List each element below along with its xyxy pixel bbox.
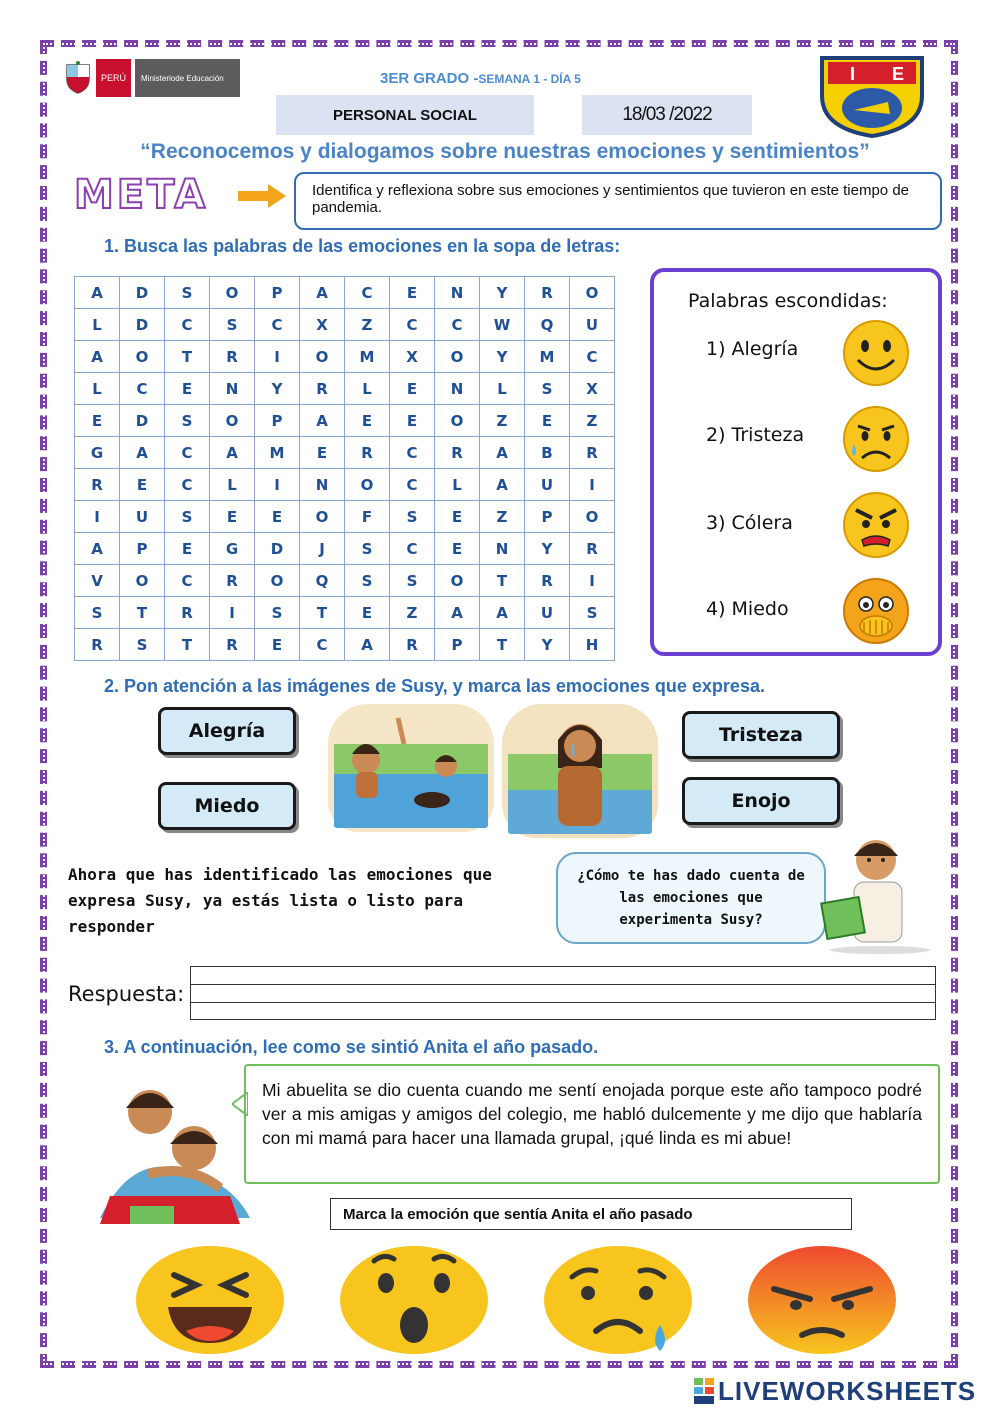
word-search-cell[interactable]: R [525, 277, 570, 309]
word-search-cell[interactable]: C [345, 277, 390, 309]
word-search-cell[interactable]: E [390, 373, 435, 405]
word-search-cell[interactable]: C [390, 533, 435, 565]
word-search-cell[interactable]: I [570, 565, 615, 597]
word-search-cell[interactable]: R [75, 629, 120, 661]
word-search-cell[interactable]: D [255, 533, 300, 565]
word-search-cell[interactable]: A [345, 629, 390, 661]
word-search-cell[interactable]: M [525, 341, 570, 373]
grade-label [380, 70, 581, 87]
word-search-cell[interactable]: O [435, 405, 480, 437]
word-search-row [75, 277, 615, 309]
word-search-cell[interactable]: R [390, 629, 435, 661]
word-search-cell[interactable]: U [570, 309, 615, 341]
word-search-cell[interactable]: E [165, 373, 210, 405]
subject-box: PERSONAL SOCIAL [276, 95, 534, 135]
word-search-cell[interactable]: E [165, 533, 210, 565]
word-search-cell[interactable]: U [120, 501, 165, 533]
word-search-cell[interactable]: I [570, 469, 615, 501]
word-search-cell[interactable]: A [210, 437, 255, 469]
word-search-cell[interactable]: A [480, 437, 525, 469]
word-search-cell[interactable]: C [435, 309, 480, 341]
word-search-cell[interactable]: O [120, 565, 165, 597]
date-box: 18/03 /2022 [582, 95, 752, 135]
badge-letter-i: I [850, 64, 856, 84]
word-search-cell[interactable]: E [525, 405, 570, 437]
word-search-cell[interactable]: S [75, 597, 120, 629]
word-search-cell[interactable]: O [435, 565, 480, 597]
word-search-cell[interactable]: C [165, 437, 210, 469]
word-search-cell[interactable]: R [525, 565, 570, 597]
coat-of-arms-icon [64, 61, 92, 95]
hidden-words-panel [650, 268, 942, 656]
word-search-cell[interactable]: N [435, 373, 480, 405]
footer-brand: LIVEWORKSHEETS [718, 1376, 977, 1406]
word-search-cell[interactable]: D [120, 277, 165, 309]
susy-swimming-illustration [328, 704, 494, 832]
word-search-cell[interactable]: E [255, 501, 300, 533]
word-search-cell[interactable]: S [165, 501, 210, 533]
ministry-name-line1: Ministerio [141, 73, 176, 83]
word-search-cell[interactable]: R [570, 533, 615, 565]
word-search-cell[interactable]: V [75, 565, 120, 597]
word-search-cell[interactable]: C [255, 309, 300, 341]
section1-title: 1. Busca las palabras de las emociones en la sopa de letras: [104, 236, 621, 256]
word-search-cell[interactable]: I [210, 597, 255, 629]
word-search-cell[interactable]: Z [480, 501, 525, 533]
word-search-cell[interactable]: E [345, 405, 390, 437]
word-search-cell[interactable]: X [300, 309, 345, 341]
word-search-cell[interactable]: Z [345, 309, 390, 341]
word-search-cell[interactable]: C [165, 565, 210, 597]
word-search-row [75, 469, 615, 501]
word-search-cell[interactable]: Z [480, 405, 525, 437]
word-search-cell[interactable]: O [300, 341, 345, 373]
word-search-cell[interactable]: S [345, 533, 390, 565]
page-title: “Reconocemos y dialogamos sobre nuestras emociones y sentimientos” [140, 140, 870, 163]
word-search-cell[interactable]: O [570, 277, 615, 309]
word-search-cell[interactable]: T [165, 629, 210, 661]
boy-reading-illustration [810, 830, 942, 954]
word-search-cell[interactable]: P [120, 533, 165, 565]
word-search-cell[interactable]: G [75, 437, 120, 469]
word-search-cell[interactable]: T [480, 565, 525, 597]
word-search-row [75, 501, 615, 533]
word-search-cell[interactable]: S [165, 277, 210, 309]
hidden-word-4: 4) Miedo [706, 598, 789, 620]
word-search-cell[interactable]: X [390, 341, 435, 373]
word-search-cell[interactable]: U [525, 597, 570, 629]
word-search-cell[interactable]: Y [480, 277, 525, 309]
word-search-cell[interactable]: R [75, 469, 120, 501]
word-search-cell[interactable]: D [120, 309, 165, 341]
word-search-cell[interactable]: L [75, 373, 120, 405]
meta-text: Identifica y reflexiona sobre sus emociones y sentimientos que tuvieron en este tiempo de pandemia. [294, 172, 942, 230]
word-search-cell[interactable]: P [435, 629, 480, 661]
word-search-cell[interactable]: Z [570, 405, 615, 437]
hidden-word-1: 1) Alegría [706, 338, 799, 360]
word-search-cell[interactable]: Y [255, 373, 300, 405]
word-search-cell[interactable]: J [300, 533, 345, 565]
word-search-cell[interactable]: O [120, 341, 165, 373]
word-search-cell[interactable]: R [210, 341, 255, 373]
word-search-cell[interactable]: S [345, 565, 390, 597]
ministry-logo [64, 58, 240, 98]
word-search-cell[interactable]: X [570, 373, 615, 405]
word-search-cell[interactable]: R [210, 565, 255, 597]
word-search-cell[interactable]: A [75, 277, 120, 309]
word-search-cell[interactable]: S [120, 629, 165, 661]
word-search-row [75, 373, 615, 405]
word-search-cell[interactable]: N [435, 277, 480, 309]
word-search-cell[interactable]: H [570, 629, 615, 661]
word-search-cell[interactable]: L [480, 373, 525, 405]
word-search-cell[interactable]: E [390, 277, 435, 309]
ministry-name [135, 59, 240, 97]
word-search-cell[interactable]: N [300, 469, 345, 501]
answer-line [191, 985, 935, 1003]
word-search-cell[interactable]: E [120, 469, 165, 501]
word-search-cell[interactable]: I [75, 501, 120, 533]
word-search-cell[interactable]: O [570, 501, 615, 533]
word-search-row [75, 597, 615, 629]
word-search-cell[interactable]: D [120, 405, 165, 437]
word-search-cell[interactable]: Q [300, 565, 345, 597]
word-search-cell[interactable]: Y [525, 629, 570, 661]
story-text: Mi abuelita se dio cuenta cuando me sentí enojada porque este año tampoco podré ver a mis amigas y amigos del colegio, me habló dulcemente y me dijo que hablaría con mi mamá para hacer una llamada grupal, ¡qué linda es mi abue! [244, 1064, 940, 1184]
word-search-row [75, 437, 615, 469]
section2-title: 2. Pon atención a las imágenes de Susy, y marca las emociones que expresa. [104, 676, 765, 696]
word-search-cell[interactable]: O [300, 501, 345, 533]
word-search-cell[interactable]: B [525, 437, 570, 469]
word-search-cell[interactable]: A [300, 405, 345, 437]
ministry-brand: PERÚ [96, 59, 131, 97]
word-search-cell[interactable]: A [75, 533, 120, 565]
word-search-cell[interactable]: T [120, 597, 165, 629]
option-alegria-button[interactable]: Alegría [158, 707, 296, 755]
word-search-cell[interactable]: P [255, 405, 300, 437]
word-search-cell[interactable]: R [300, 373, 345, 405]
word-search-cell[interactable]: Y [525, 533, 570, 565]
grade-week: SEMANA 1 - DÍA 5 [478, 72, 581, 86]
arrow-right-icon [236, 182, 288, 210]
word-search-cell[interactable]: E [435, 501, 480, 533]
word-search-cell[interactable]: Q [525, 309, 570, 341]
word-search-cell[interactable]: M [255, 437, 300, 469]
word-search-cell[interactable]: A [75, 341, 120, 373]
laughing-face-icon[interactable] [134, 1245, 286, 1355]
word-search-cell[interactable]: S [390, 501, 435, 533]
happy-face-icon [838, 318, 914, 388]
word-search-cell[interactable]: A [120, 437, 165, 469]
word-search-row [75, 309, 615, 341]
word-search-cell[interactable]: C [300, 629, 345, 661]
question-bubble: ¿Cómo te has dado cuenta de las emociones que experimenta Susy? [556, 852, 826, 944]
word-search-cell[interactable]: N [210, 373, 255, 405]
instruction-box: Marca la emoción que sentía Anita el año pasado [330, 1198, 852, 1230]
crying-face-icon[interactable] [542, 1245, 694, 1355]
word-search-cell[interactable]: Z [390, 597, 435, 629]
word-search-cell[interactable]: N [480, 533, 525, 565]
word-search-cell[interactable]: L [435, 469, 480, 501]
word-search-cell[interactable]: I [255, 341, 300, 373]
word-search-cell[interactable]: S [390, 565, 435, 597]
word-search-cell[interactable]: R [165, 597, 210, 629]
scared-face-icon [838, 576, 914, 646]
word-search-cell[interactable]: O [435, 341, 480, 373]
word-search-cell[interactable]: S [255, 597, 300, 629]
word-search-cell[interactable]: R [435, 437, 480, 469]
word-search-cell[interactable]: R [345, 437, 390, 469]
word-search-cell[interactable]: A [300, 277, 345, 309]
word-search-cell[interactable]: C [165, 309, 210, 341]
word-search-cell[interactable]: F [345, 501, 390, 533]
liveworksheets-icon [694, 1378, 714, 1404]
hidden-word-2: 2) Tristeza [706, 424, 805, 446]
word-search-cell[interactable]: A [435, 597, 480, 629]
word-search-cell[interactable]: R [570, 437, 615, 469]
hidden-words-title: Palabras escondidas: [688, 290, 888, 312]
word-search-row [75, 629, 615, 661]
word-search-cell[interactable]: A [480, 597, 525, 629]
word-search-cell[interactable]: E [255, 629, 300, 661]
school-badge [814, 54, 930, 138]
option-enojo-button[interactable]: Enojo [682, 777, 840, 825]
word-search-cell[interactable]: S [525, 373, 570, 405]
word-search-cell[interactable]: O [210, 405, 255, 437]
word-search-cell[interactable]: S [570, 597, 615, 629]
word-search-cell[interactable]: M [345, 341, 390, 373]
word-search-cell[interactable]: O [210, 277, 255, 309]
word-search-cell[interactable]: E [300, 437, 345, 469]
ministry-name-line2: de Educación [175, 73, 224, 83]
prompt-text: Ahora que has identificado las emociones que expresa Susy, ya estás lista o listo para responder [68, 865, 492, 936]
word-search-cell[interactable]: T [300, 597, 345, 629]
word-search-cell[interactable]: E [345, 597, 390, 629]
word-search-cell[interactable]: L [345, 373, 390, 405]
word-search-row [75, 341, 615, 373]
word-search-cell[interactable]: T [165, 341, 210, 373]
word-search-row [75, 565, 615, 597]
word-search-cell[interactable]: C [390, 469, 435, 501]
hidden-word-3: 3) Cólera [706, 512, 793, 534]
word-search-cell[interactable]: C [165, 469, 210, 501]
word-search-cell[interactable]: Y [480, 341, 525, 373]
grade-main: 3ER GRADO - [380, 70, 479, 87]
badge-letter-e: E [892, 64, 905, 84]
susy-crying-illustration [502, 704, 658, 838]
liveworksheets-logo [694, 1376, 976, 1407]
word-search-row [75, 405, 615, 437]
word-search-cell[interactable]: P [525, 501, 570, 533]
word-search-cell[interactable]: O [255, 565, 300, 597]
word-search-cell[interactable]: C [390, 437, 435, 469]
word-search-cell[interactable]: O [345, 469, 390, 501]
word-search-cell[interactable]: W [480, 309, 525, 341]
word-search-cell[interactable]: T [480, 629, 525, 661]
word-search-cell[interactable]: C [570, 341, 615, 373]
word-search-row [75, 533, 615, 565]
word-search-grid[interactable] [74, 276, 615, 661]
word-search-cell[interactable]: U [525, 469, 570, 501]
word-search-cell[interactable]: S [210, 309, 255, 341]
answer-input[interactable] [190, 966, 936, 1020]
answer-line [191, 967, 935, 985]
section3-title: 3. A continuación, lee como se sintió Anita el año pasado. [104, 1037, 599, 1057]
surprised-face-icon[interactable] [338, 1245, 490, 1355]
word-search-cell[interactable]: C [120, 373, 165, 405]
option-tristeza-button[interactable]: Tristeza [682, 711, 840, 759]
word-search-cell[interactable]: P [255, 277, 300, 309]
word-search-cell[interactable]: E [435, 533, 480, 565]
sad-face-icon [838, 404, 914, 474]
option-miedo-button[interactable]: Miedo [158, 782, 296, 830]
word-search-cell[interactable]: S [165, 405, 210, 437]
word-search-cell[interactable]: E [390, 405, 435, 437]
answer-label: Respuesta: [68, 982, 185, 1006]
word-search-cell[interactable]: A [480, 469, 525, 501]
angry-face-icon [838, 490, 914, 560]
word-search-cell[interactable]: L [75, 309, 120, 341]
meta-label: META [74, 172, 209, 218]
word-search-cell[interactable]: R [210, 629, 255, 661]
word-search-cell[interactable]: L [210, 469, 255, 501]
word-search-cell[interactable]: E [210, 501, 255, 533]
word-search-cell[interactable]: C [390, 309, 435, 341]
word-search-cell[interactable]: I [255, 469, 300, 501]
word-search-cell[interactable]: G [210, 533, 255, 565]
word-search-cell[interactable]: E [75, 405, 120, 437]
angry-red-face-icon[interactable] [746, 1245, 898, 1355]
